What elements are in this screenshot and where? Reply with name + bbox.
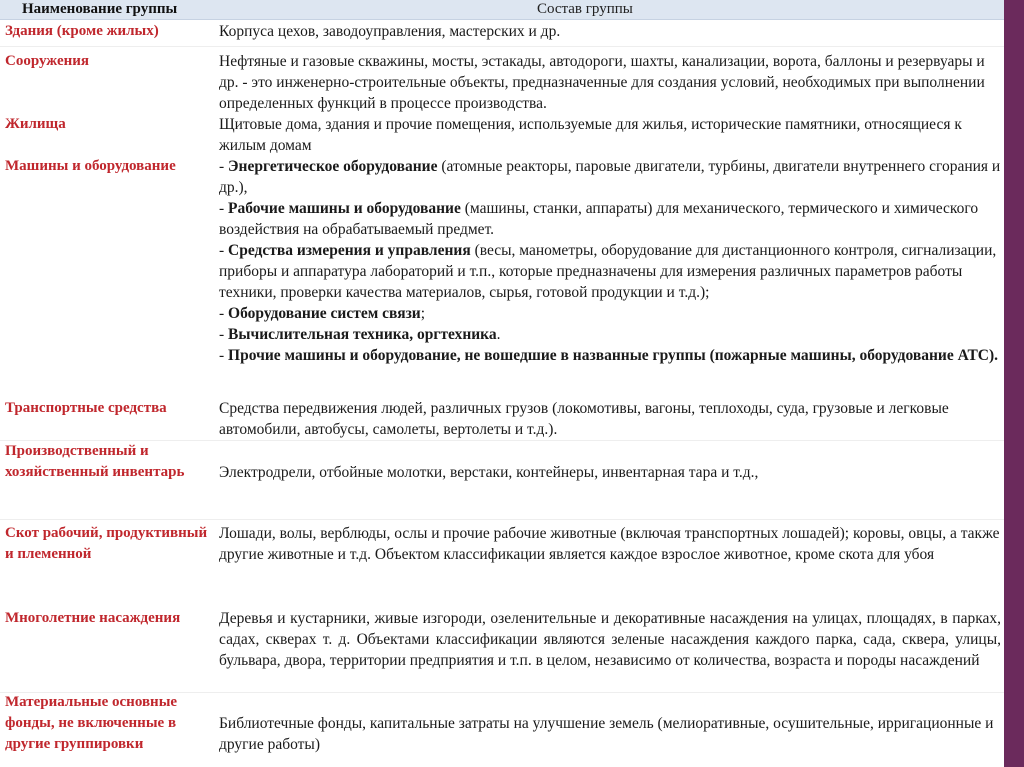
- machinery-item: - Оборудование систем связи;: [219, 305, 426, 322]
- header-group-name: Наименование группы: [22, 1, 178, 17]
- slide-accent-bar: [1004, 0, 1024, 767]
- group-description: Библиотечные фонды, капитальные затраты на улучшение земель (мелиоративные, осушительные, ирригационные и другие работы): [219, 715, 994, 753]
- group-name: Материальные основные фонды, не включенные в другие группировки: [5, 694, 178, 752]
- group-description: Щитовые дома, здания и прочие помещения, используемые для жилья, исторические памятники, относящиеся к жилым домам: [219, 116, 962, 154]
- row-divider: [0, 519, 1004, 520]
- table-header: [0, 0, 1004, 20]
- group-description: Деревья и кустарники, живые изгороди, озеленительные и декоративные насаждения на улицах, площадях, в парках, садах, скверах т. д. Объектами классификации являются зеленые насаждения каждого парка, сада, сквера, улицы, бульвара, двора, территории предприятия и т.п. в целом, независимо от количества, возраста и породы насаждений: [219, 610, 1001, 669]
- group-name: Многолетние насаждения: [5, 610, 181, 626]
- group-name: Здания (кроме жилых): [5, 23, 159, 39]
- group-name: Машины и оборудование: [5, 158, 176, 174]
- group-name: Производственный и хозяйственный инвентарь: [5, 443, 185, 480]
- group-name: Скот рабочий, продуктивный и племенной: [5, 525, 208, 562]
- group-description: Средства передвижения людей, различных грузов (локомотивы, вагоны, теплоходы, суда, грузовые и легковые автомобили, автобусы, самолеты, вертолеты и т.д.).: [219, 400, 949, 438]
- row-divider: [0, 46, 1004, 47]
- group-description: Лошади, волы, верблюды, ослы и прочие рабочие животные (включая транспортных лошадей); коровы, овцы, а также другие животные и т.д. Объектом классификации является каждое взрослое животное, кроме скота для убоя: [219, 525, 1000, 563]
- group-description: Электродрели, отбойные молотки, верстаки, контейнеры, инвентарная тара и т.д.,: [219, 464, 759, 481]
- machinery-item: - Энергетическое оборудование (атомные реакторы, паровые двигатели, турбины, двигатели внутреннего сгорания и др.),: [219, 158, 1001, 196]
- group-name: Сооружения: [5, 53, 90, 69]
- group-description: Корпуса цехов, заводоуправления, мастерских и др.: [219, 23, 561, 40]
- group-description: [219, 156, 1001, 366]
- group-description: Нефтяные и газовые скважины, мосты, эстакады, автодороги, шахты, канализации, ворота, баллоны и резервуары и др. - это инженерно-строительные объекты, предназначенные для создания условий, необходимых при выполнении определенных функций в процессе производства.: [219, 53, 985, 112]
- machinery-item: - Рабочие машины и оборудование (машины, станки, аппараты) для механического, термического и химического воздействия на обрабатываемый предмет.: [219, 200, 979, 238]
- machinery-item: - Прочие машины и оборудование, не вошедшие в названные группы (пожарные машины, оборудование АТС).: [219, 347, 999, 364]
- group-name: Транспортные средства: [5, 400, 167, 416]
- machinery-item: - Вычислительная техника, оргтехника.: [219, 326, 501, 343]
- header-group-composition: Состав группы: [537, 1, 633, 17]
- machinery-item: - Средства измерения и управления (весы, манометры, оборудование для дистанционного контроля, сигнализации, приборы и аппаратура лабораторий и т.п., которые предназначены для измерения различных параметров работы техники, проверки качества материалов, сырья, готовой продукции и т.д.);: [219, 242, 997, 301]
- group-name: Жилища: [5, 116, 66, 132]
